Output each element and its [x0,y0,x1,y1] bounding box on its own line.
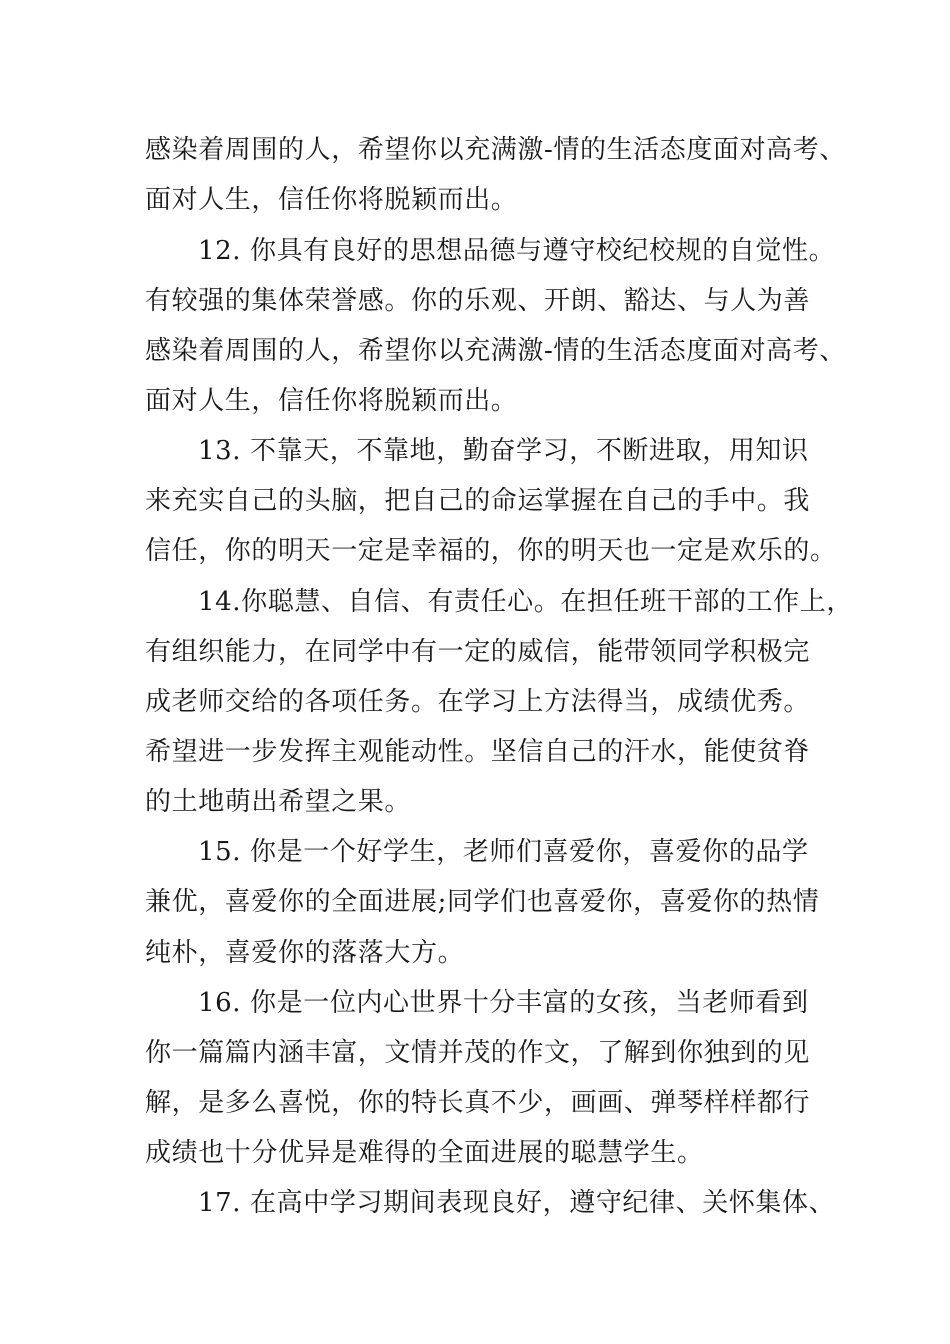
text-line: 15. 你是一个好学生，老师们喜爱你，喜爱你的品学 [198,837,809,867]
text-line: 成老师交给的各项任务。在学习上方法得当，成绩优秀。 [145,687,811,717]
text-line: 纯朴，喜爱你的落落大方。 [145,938,465,968]
text-line: 12. 你具有良好的思想品德与遵守校纪校规的自觉性。 [198,236,836,266]
text-line: 兼优，喜爱你的全面进展;同学们也喜爱你，喜爱你的热情 [145,887,820,917]
text-line: 解，是多么喜悦，你的特长真不少，画画、弹琴样样都行 [145,1088,811,1118]
text-line: 16. 你是一位内心世界十分丰富的女孩，当老师看到 [198,988,809,1018]
text-line: 来充实自己的头脑，把自己的命运掌握在自己的手中。我 [145,486,811,516]
text-line: 希望进一步发挥主观能动性。坚信自己的汗水，能使贫脊 [145,737,811,767]
text-line: 14.你聪慧、自信、有责任心。在担任班干部的工作上， [198,587,853,617]
text-line: 面对人生，信任你将脱颖而出。 [145,185,518,215]
text-line: 的土地萌出希望之果。 [145,787,412,817]
text-line: 信任，你的明天一定是幸福的，你的明天也一定是欢乐的。 [145,536,837,566]
text-line: 感染着周围的人，希望你以充满激-情的生活态度面对高考、 [145,336,846,366]
text-line: 17. 在高中学习期间表现良好，遵守纪律、关怀集体、 [198,1188,836,1218]
text-line: 13. 不靠天，不靠地，勤奋学习，不断进取，用知识 [198,436,809,466]
text-line: 你一篇篇内涵丰富，文情并茂的作文，了解到你独到的见 [145,1038,811,1068]
text-line: 感染着周围的人，希望你以充满激-情的生活态度面对高考、 [145,135,846,165]
text-line: 有组织能力，在同学中有一定的威信，能带领同学积极完 [145,637,811,667]
text-line: 成绩也十分优异是难得的全面进展的聪慧学生。 [145,1138,704,1168]
text-line: 有较强的集体荣誉感。你的乐观、开朗、豁达、与人为善 [145,286,811,316]
text-line: 面对人生，信任你将脱颖而出。 [145,386,518,416]
